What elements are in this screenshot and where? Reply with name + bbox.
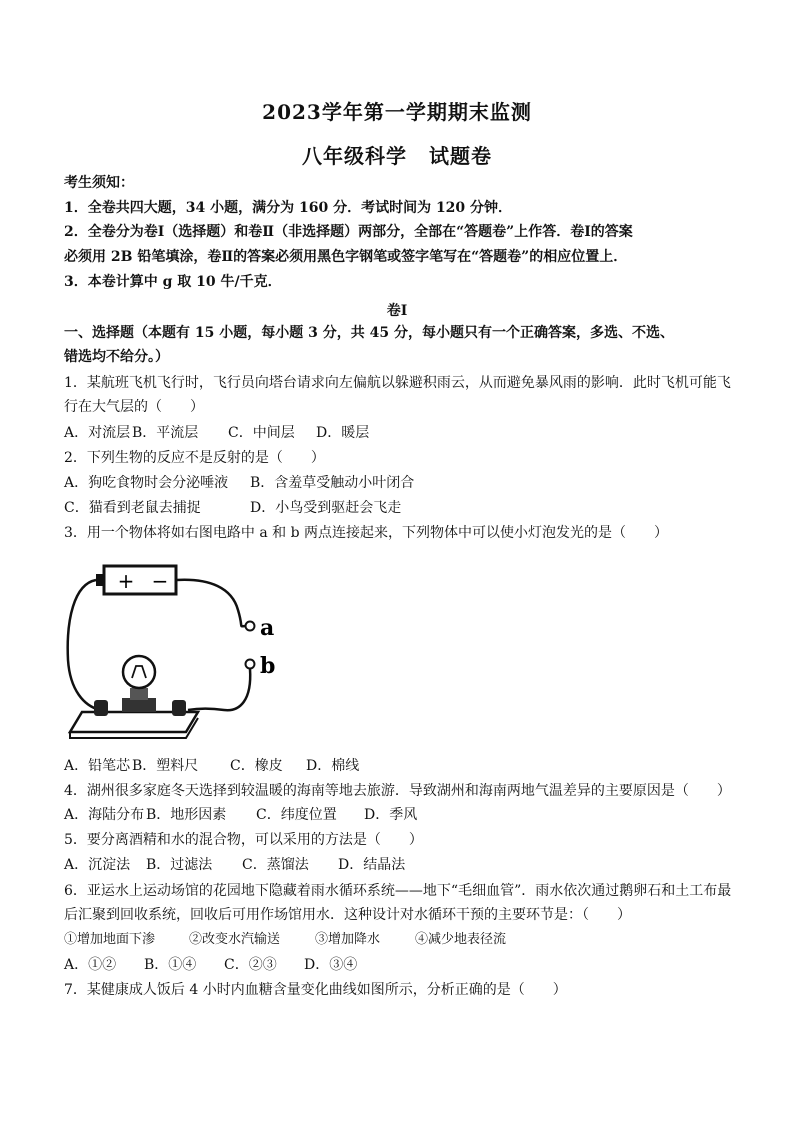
- notice-line-2: 2．全卷分为卷Ⅰ（选择题）和卷Ⅱ（非选择题）两部分，全部在“答题卷”上作答．卷Ⅰ的答案: [64, 224, 633, 240]
- q6-option-b: B．①④: [144, 957, 197, 973]
- q5-option-d: D．结晶法: [338, 857, 406, 873]
- subtitle-grade: 八年级科学: [302, 144, 407, 168]
- section1-heading-line2: 错选均不给分。）: [64, 349, 169, 365]
- q2-option-d: D．小鸟受到驱赶会飞走: [250, 500, 402, 516]
- q3-option-d: D．棉线: [306, 758, 360, 774]
- exam-subtitle: [0, 140, 794, 169]
- light-bulb-icon: [123, 656, 155, 688]
- notice-line-4: 3．本卷计算中 g 取 10 牛/千克．: [64, 274, 282, 290]
- q2-options-row2: [64, 499, 738, 517]
- q4-stem: 4．湖州很多家庭冬天选择到较温暖的海南等地去旅游．导致湖州和海南两地气温差异的主要原因是（ ）: [64, 783, 731, 799]
- terminal-b: [246, 660, 255, 669]
- q6-option-c: C．②③: [224, 957, 277, 973]
- q5-options: [64, 856, 738, 874]
- terminal-b-label: b: [260, 653, 276, 679]
- bulb-holder: [122, 698, 156, 712]
- wire-left: [68, 580, 100, 710]
- q1-stem-line2: 行在大气层的（ ）: [64, 399, 204, 415]
- q2-option-b: B．含羞草受触动小叶闭合: [250, 475, 415, 491]
- q3-options: [64, 757, 738, 775]
- notice-heading: 考生须知：: [64, 175, 134, 191]
- battery-minus-sign: −: [151, 569, 169, 593]
- q3-stem: 3．用一个物体将如右图电路中 a 和 b 两点连接起来，下列物体中可以使小灯泡发光的是（ ）: [64, 525, 669, 541]
- wire-from-b: [188, 669, 250, 710]
- circuit-diagram: [60, 560, 300, 750]
- q4-options: [64, 806, 738, 824]
- terminal-a: [246, 622, 255, 631]
- q6-stem-line1: 6．亚运水上运动场馆的花园地下隐藏着雨水循环系统——地下“毛细血管”．雨水依次通过鹅卵石和土工布最: [64, 883, 732, 899]
- q6-item-1: ①增加地面下渗: [64, 932, 156, 947]
- q4-option-b: B．地形因素: [146, 807, 227, 823]
- q6-item-3: ③增加降水: [315, 932, 381, 947]
- q5-stem: 5．要分离酒精和水的混合物，可以采用的方法是（ ）: [64, 832, 423, 848]
- volume-label: 卷Ⅰ: [386, 303, 408, 319]
- notice-line-3: 必须用 2B 铅笔填涂，卷Ⅱ的答案必须用黑色字钢笔或签字笔写在“答题卷”的相应位置上．: [64, 249, 628, 265]
- q1-option-b: B．平流层: [132, 425, 199, 441]
- subtitle-type: 试题卷: [429, 144, 492, 168]
- q4-option-c: C．纬度位置: [256, 807, 337, 823]
- q1-options: [64, 424, 738, 442]
- q6-item-2: ②改变水汽输送: [189, 932, 281, 947]
- q6-option-a: A．①②: [64, 957, 117, 973]
- terminal-a-label: a: [260, 615, 275, 641]
- battery-terminal: [96, 574, 104, 586]
- q1-stem-line1: 1．某航班飞机飞行时，飞行员向塔台请求向左偏航以躲避积雨云，从而避免暴风雨的影响．此时飞机可能飞: [64, 375, 731, 391]
- q3-option-a: A．铅笔芯: [64, 758, 131, 774]
- q2-options-row1: [64, 474, 738, 492]
- battery-plus-sign: +: [117, 569, 135, 593]
- notice-line-1: 1．全卷共四大题，34 小题，满分为 160 分．考试时间为 120 分钟．: [64, 200, 513, 216]
- q2-option-c: C．猫看到老鼠去捕捉: [64, 500, 201, 516]
- q6-items: [64, 931, 738, 949]
- exam-title: 2023学年第一学期期末监测: [262, 100, 532, 124]
- q6-options: [64, 956, 738, 974]
- q3-option-c: C．橡皮: [230, 758, 283, 774]
- q5-option-c: C．蒸馏法: [242, 857, 309, 873]
- q1-option-c: C．中间层: [228, 425, 295, 441]
- q5-option-a: A．沉淀法: [64, 857, 131, 873]
- q2-stem: 2．下列生物的反应不是反射的是（ ）: [64, 450, 325, 466]
- q6-item-4: ④减少地表径流: [415, 932, 507, 947]
- section1-heading-line1: 一、选择题（本题有 15 小题，每小题 3 分，共 45 分，每小题只有一个正确答案，多选、不选、: [64, 325, 674, 341]
- bulb-socket: [130, 688, 148, 700]
- q3-option-b: B．塑料尺: [132, 758, 199, 774]
- q5-option-b: B．过滤法: [146, 857, 213, 873]
- lamp-post-right: [172, 700, 186, 716]
- q1-option-a: A．对流层: [64, 425, 131, 441]
- q4-option-d: D．季风: [364, 807, 418, 823]
- q7-stem: 7．某健康成人饭后 4 小时内血糖含量变化曲线如图所示，分析正确的是（ ）: [64, 982, 567, 998]
- q6-option-d: D．③④: [304, 957, 358, 973]
- q6-stem-line2: 后汇聚到回收系统，回收后可用作场馆用水．这种设计对水循环干预的主要环节是：（ ）: [64, 907, 631, 923]
- wire-to-a: [176, 580, 246, 627]
- q4-option-a: A．海陆分布: [64, 807, 145, 823]
- q2-option-a: A．狗吃食物时会分泌唾液: [64, 475, 229, 491]
- q1-option-d: D．暖层: [316, 425, 370, 441]
- lamp-post-left: [94, 700, 108, 716]
